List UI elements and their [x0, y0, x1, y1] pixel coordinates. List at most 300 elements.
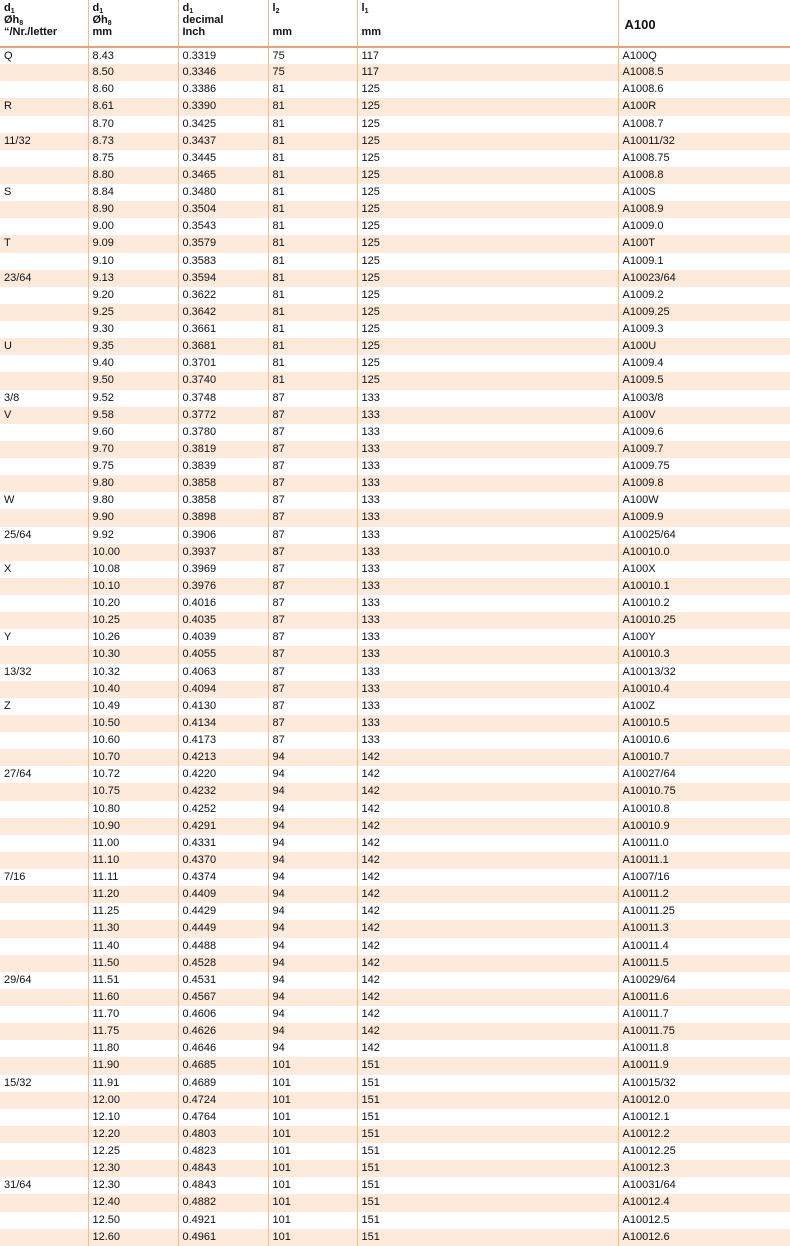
cell-diameter-mm: 9.13	[88, 270, 178, 287]
cell-overall-length: 151	[357, 1143, 618, 1160]
cell-diameter-mm: 12.60	[88, 1229, 178, 1246]
cell-diameter-inch: 0.3319	[178, 47, 268, 64]
table-row	[0, 407, 790, 424]
cell-diameter-mm: 10.80	[88, 801, 178, 818]
table-row	[0, 903, 790, 920]
cell-overall-length: 142	[357, 801, 618, 818]
cell-size-designation	[0, 681, 88, 698]
cell-article-number: A10029/64	[618, 972, 790, 989]
cell-article-number: A100Y	[618, 629, 790, 646]
cell-size-designation	[0, 1126, 88, 1143]
cell-diameter-inch: 0.3839	[178, 458, 268, 475]
table-row	[0, 133, 790, 150]
cell-flute-length: 81	[268, 355, 357, 372]
table-row	[0, 184, 790, 201]
table-row	[0, 167, 790, 184]
cell-diameter-mm: 11.51	[88, 972, 178, 989]
cell-flute-length: 81	[268, 287, 357, 304]
table-row	[0, 1023, 790, 1040]
table-row	[0, 458, 790, 475]
cell-flute-length: 101	[268, 1126, 357, 1143]
cell-flute-length: 87	[268, 595, 357, 612]
cell-diameter-mm: 12.10	[88, 1109, 178, 1126]
cell-size-designation	[0, 835, 88, 852]
table-row	[0, 492, 790, 509]
cell-article-number: A10010.5	[618, 715, 790, 732]
table-row	[0, 64, 790, 81]
header-diameter-mm: $d_1$ $Øh_8$ mm	[88, 0, 178, 47]
cell-diameter-mm: 11.75	[88, 1023, 178, 1040]
table-row	[0, 938, 790, 955]
cell-overall-length: 125	[357, 167, 618, 184]
table-header	[0, 0, 790, 47]
cell-diameter-mm: 12.25	[88, 1143, 178, 1160]
cell-flute-length: 94	[268, 972, 357, 989]
table-row	[0, 1160, 790, 1177]
cell-diameter-inch: 0.4291	[178, 818, 268, 835]
cell-article-number: A10012.2	[618, 1126, 790, 1143]
cell-size-designation	[0, 475, 88, 492]
cell-article-number: A1009.6	[618, 424, 790, 441]
cell-diameter-mm: 10.90	[88, 818, 178, 835]
cell-overall-length: 125	[357, 218, 618, 235]
header-flute-length: $l_2$ mm	[268, 0, 357, 47]
cell-size-designation: R	[4, 100, 12, 113]
cell-size-designation	[0, 801, 88, 818]
cell-article-number: A100T	[618, 235, 790, 252]
cell-article-number: A1009.25	[618, 304, 790, 321]
cell-overall-length: 142	[357, 749, 618, 766]
cell-flute-length: 101	[268, 1212, 357, 1229]
cell-diameter-inch: 0.3906	[178, 527, 268, 544]
cell-overall-length: 142	[357, 1023, 618, 1040]
cell-overall-length: 151	[357, 1194, 618, 1211]
cell-diameter-mm: 8.70	[88, 116, 178, 133]
cell-diameter-inch: 0.4232	[178, 783, 268, 800]
cell-article-number: A1007/16	[618, 869, 790, 886]
cell-overall-length: 125	[357, 133, 618, 150]
cell-diameter-mm: 11.10	[88, 852, 178, 869]
cell-flute-length: 94	[268, 869, 357, 886]
table-row	[0, 595, 790, 612]
cell-size-designation	[0, 578, 88, 595]
cell-diameter-inch: 0.4843	[178, 1160, 268, 1177]
cell-article-number: A10011.1	[618, 852, 790, 869]
table-row	[0, 441, 790, 458]
cell-diameter-inch: 0.3579	[178, 235, 268, 252]
cell-diameter-mm: 11.70	[88, 1006, 178, 1023]
cell-diameter-inch: 0.3976	[178, 578, 268, 595]
cell-size-designation: Z	[4, 699, 11, 712]
cell-overall-length: 133	[357, 612, 618, 629]
cell-article-number: A10010.3	[618, 646, 790, 663]
table-row	[0, 749, 790, 766]
cell-diameter-mm: 10.08	[88, 561, 178, 578]
cell-diameter-mm: 9.50	[88, 372, 178, 389]
cell-diameter-mm: 8.90	[88, 201, 178, 218]
table-row	[0, 81, 790, 98]
cell-diameter-inch: 0.4685	[178, 1057, 268, 1074]
table-row	[0, 955, 790, 972]
cell-overall-length: 133	[357, 458, 618, 475]
cell-overall-length: 133	[357, 441, 618, 458]
cell-diameter-inch: 0.4134	[178, 715, 268, 732]
cell-flute-length: 87	[268, 527, 357, 544]
cell-article-number: A10010.6	[618, 732, 790, 749]
cell-overall-length: 133	[357, 561, 618, 578]
cell-diameter-inch: 0.3594	[178, 270, 268, 287]
cell-overall-length: 133	[357, 698, 618, 715]
cell-article-number: A10010.0	[618, 544, 790, 561]
cell-size-designation	[0, 1023, 88, 1040]
cell-overall-length: 133	[357, 646, 618, 663]
cell-flute-length: 81	[268, 321, 357, 338]
cell-diameter-inch: 0.3772	[178, 407, 268, 424]
table-row	[0, 801, 790, 818]
cell-diameter-inch: 0.3480	[178, 184, 268, 201]
cell-overall-length: 133	[357, 595, 618, 612]
table-row	[0, 424, 790, 441]
cell-overall-length: 133	[357, 732, 618, 749]
table-row	[0, 561, 790, 578]
cell-overall-length: 117	[357, 47, 618, 64]
cell-diameter-inch: 0.4220	[178, 766, 268, 783]
cell-diameter-inch: 0.4626	[178, 1023, 268, 1040]
cell-diameter-mm: 9.52	[88, 390, 178, 407]
cell-size-designation	[0, 355, 88, 372]
cell-size-designation: T	[4, 237, 11, 250]
cell-size-designation: 23/64	[4, 271, 32, 284]
cell-diameter-inch: 0.4689	[178, 1075, 268, 1092]
cell-article-number: A10012.25	[618, 1143, 790, 1160]
cell-flute-length: 81	[268, 150, 357, 167]
table-row	[0, 304, 790, 321]
table-row	[0, 972, 790, 989]
cell-flute-length: 101	[268, 1229, 357, 1246]
cell-flute-length: 101	[268, 1177, 357, 1194]
table-row	[0, 338, 790, 355]
cell-flute-length: 87	[268, 424, 357, 441]
cell-article-number: A10010.8	[618, 801, 790, 818]
header-article-number: A100	[618, 0, 790, 47]
header-row	[0, 0, 790, 47]
cell-flute-length: 75	[268, 47, 357, 64]
cell-overall-length: 133	[357, 578, 618, 595]
table-row	[0, 1006, 790, 1023]
cell-article-number: A1009.4	[618, 355, 790, 372]
cell-diameter-inch: 0.3346	[178, 64, 268, 81]
cell-overall-length: 125	[357, 116, 618, 133]
table-row	[0, 47, 790, 64]
cell-diameter-mm: 12.50	[88, 1212, 178, 1229]
cell-size-designation	[0, 1040, 88, 1057]
cell-diameter-inch: 0.4094	[178, 681, 268, 698]
table-row	[0, 235, 790, 252]
cell-overall-length: 151	[357, 1109, 618, 1126]
cell-size-designation	[0, 1057, 88, 1074]
cell-diameter-mm: 11.60	[88, 989, 178, 1006]
cell-overall-length: 142	[357, 886, 618, 903]
cell-diameter-inch: 0.3622	[178, 287, 268, 304]
table-row	[0, 886, 790, 903]
cell-flute-length: 87	[268, 629, 357, 646]
table-row	[0, 1126, 790, 1143]
cell-size-designation	[0, 509, 88, 526]
cell-diameter-inch: 0.4803	[178, 1126, 268, 1143]
cell-diameter-mm: 10.30	[88, 646, 178, 663]
cell-article-number: A1009.7	[618, 441, 790, 458]
cell-overall-length: 133	[357, 475, 618, 492]
cell-size-designation: 11/32	[4, 134, 31, 147]
cell-flute-length: 87	[268, 407, 357, 424]
cell-overall-length: 125	[357, 235, 618, 252]
cell-article-number: A1008.9	[618, 201, 790, 218]
cell-overall-length: 142	[357, 818, 618, 835]
cell-diameter-inch: 0.3681	[178, 338, 268, 355]
cell-diameter-mm: 10.60	[88, 732, 178, 749]
cell-size-designation	[0, 852, 88, 869]
cell-size-designation: U	[4, 340, 12, 353]
cell-overall-length: 133	[357, 664, 618, 681]
cell-diameter-mm: 11.11	[88, 869, 178, 886]
header-diameter-size: $d_1$ $Øh_8$ “/Nr./letter	[0, 0, 88, 47]
cell-overall-length: 125	[357, 150, 618, 167]
cell-article-number: A1009.75	[618, 458, 790, 475]
cell-article-number: A10027/64	[618, 766, 790, 783]
table-row	[0, 783, 790, 800]
cell-article-number: A1009.2	[618, 287, 790, 304]
cell-overall-length: 142	[357, 852, 618, 869]
cell-article-number: A10012.4	[618, 1194, 790, 1211]
cell-article-number: A10011/32	[618, 133, 790, 150]
cell-diameter-mm: 10.32	[88, 664, 178, 681]
table-row	[0, 612, 790, 629]
cell-diameter-mm: 9.80	[88, 475, 178, 492]
cell-article-number: A10011.3	[618, 920, 790, 937]
cell-diameter-mm: 12.30	[88, 1177, 178, 1194]
cell-diameter-mm: 9.70	[88, 441, 178, 458]
table-row	[0, 852, 790, 869]
cell-article-number: A100X	[618, 561, 790, 578]
cell-overall-length: 133	[357, 544, 618, 561]
cell-article-number: A1009.8	[618, 475, 790, 492]
cell-diameter-inch: 0.4374	[178, 869, 268, 886]
table-row	[0, 372, 790, 389]
cell-flute-length: 94	[268, 938, 357, 955]
cell-size-designation	[0, 321, 88, 338]
cell-size-designation	[0, 1109, 88, 1126]
cell-size-designation	[0, 818, 88, 835]
table-row	[0, 509, 790, 526]
cell-flute-length: 101	[268, 1075, 357, 1092]
cell-diameter-mm: 11.91	[88, 1075, 178, 1092]
cell-size-designation: 27/64	[4, 768, 32, 781]
cell-flute-length: 81	[268, 372, 357, 389]
cell-overall-length: 142	[357, 766, 618, 783]
cell-diameter-inch: 0.4409	[178, 886, 268, 903]
cell-flute-length: 94	[268, 749, 357, 766]
cell-overall-length: 125	[357, 304, 618, 321]
cell-article-number: A1003/8	[618, 390, 790, 407]
cell-article-number: A100V	[618, 407, 790, 424]
cell-flute-length: 87	[268, 390, 357, 407]
cell-flute-length: 94	[268, 1006, 357, 1023]
table-row	[0, 715, 790, 732]
cell-article-number: A1008.5	[618, 64, 790, 81]
cell-diameter-inch: 0.4488	[178, 938, 268, 955]
cell-diameter-mm: 11.50	[88, 955, 178, 972]
cell-size-designation: 31/64	[4, 1179, 32, 1192]
cell-size-designation	[0, 920, 88, 937]
cell-article-number: A10010.2	[618, 595, 790, 612]
cell-size-designation: 25/64	[4, 528, 32, 541]
cell-overall-length: 142	[357, 989, 618, 1006]
cell-overall-length: 142	[357, 869, 618, 886]
cell-size-designation	[0, 64, 88, 81]
cell-diameter-inch: 0.4528	[178, 955, 268, 972]
cell-overall-length: 151	[357, 1057, 618, 1074]
cell-size-designation	[0, 1229, 88, 1246]
cell-flute-length: 81	[268, 270, 357, 287]
cell-diameter-inch: 0.3642	[178, 304, 268, 321]
cell-diameter-mm: 12.20	[88, 1126, 178, 1143]
cell-diameter-inch: 0.3437	[178, 133, 268, 150]
cell-article-number: A100W	[618, 492, 790, 509]
cell-diameter-inch: 0.4173	[178, 732, 268, 749]
table-row	[0, 1057, 790, 1074]
cell-article-number: A10010.1	[618, 578, 790, 595]
cell-diameter-mm: 10.49	[88, 698, 178, 715]
cell-diameter-mm: 9.10	[88, 253, 178, 270]
cell-size-designation	[0, 886, 88, 903]
table-row	[0, 664, 790, 681]
cell-size-designation	[0, 1212, 88, 1229]
cell-diameter-inch: 0.4764	[178, 1109, 268, 1126]
cell-diameter-mm: 9.92	[88, 527, 178, 544]
cell-flute-length: 81	[268, 201, 357, 218]
cell-article-number: A100Z	[618, 698, 790, 715]
table-row	[0, 869, 790, 886]
header-overall-length: $l_1$ mm	[357, 0, 618, 47]
cell-diameter-mm: 8.84	[88, 184, 178, 201]
cell-overall-length: 151	[357, 1126, 618, 1143]
cell-article-number: A10011.75	[618, 1023, 790, 1040]
cell-size-designation	[0, 253, 88, 270]
cell-overall-length: 133	[357, 509, 618, 526]
cell-flute-length: 87	[268, 458, 357, 475]
cell-flute-length: 94	[268, 783, 357, 800]
cell-diameter-mm: 9.00	[88, 218, 178, 235]
cell-diameter-mm: 10.00	[88, 544, 178, 561]
table-row	[0, 98, 790, 115]
cell-diameter-inch: 0.4331	[178, 835, 268, 852]
table-row	[0, 270, 790, 287]
cell-article-number: A100R	[618, 98, 790, 115]
table-row	[0, 390, 790, 407]
cell-article-number: A10010.25	[618, 612, 790, 629]
cell-overall-length: 133	[357, 629, 618, 646]
cell-diameter-mm: 11.80	[88, 1040, 178, 1057]
cell-article-number: A10031/64	[618, 1177, 790, 1194]
cell-article-number: A100S	[618, 184, 790, 201]
cell-flute-length: 87	[268, 715, 357, 732]
cell-flute-length: 94	[268, 1023, 357, 1040]
cell-diameter-mm: 12.40	[88, 1194, 178, 1211]
cell-flute-length: 101	[268, 1160, 357, 1177]
cell-flute-length: 87	[268, 441, 357, 458]
cell-diameter-mm: 10.26	[88, 629, 178, 646]
cell-size-designation	[0, 646, 88, 663]
cell-size-designation: 29/64	[4, 973, 32, 986]
cell-flute-length: 81	[268, 184, 357, 201]
cell-diameter-mm: 11.00	[88, 835, 178, 852]
cell-diameter-mm: 8.73	[88, 133, 178, 150]
cell-diameter-inch: 0.3386	[178, 81, 268, 98]
cell-flute-length: 87	[268, 578, 357, 595]
cell-article-number: A100Q	[618, 47, 790, 64]
cell-overall-length: 151	[357, 1160, 618, 1177]
cell-overall-length: 151	[357, 1177, 618, 1194]
cell-article-number: A10010.7	[618, 749, 790, 766]
cell-size-designation	[0, 938, 88, 955]
cell-diameter-inch: 0.4646	[178, 1040, 268, 1057]
cell-size-designation	[0, 201, 88, 218]
table-row	[0, 1177, 790, 1194]
cell-size-designation: 7/16	[4, 871, 26, 884]
cell-diameter-mm: 10.72	[88, 766, 178, 783]
table-row	[0, 201, 790, 218]
cell-overall-length: 142	[357, 972, 618, 989]
cell-diameter-inch: 0.4016	[178, 595, 268, 612]
cell-flute-length: 81	[268, 167, 357, 184]
cell-diameter-mm: 8.43	[88, 47, 178, 64]
cell-diameter-inch: 0.3543	[178, 218, 268, 235]
cell-diameter-inch: 0.3780	[178, 424, 268, 441]
cell-article-number: A10010.9	[618, 818, 790, 835]
cell-diameter-inch: 0.4531	[178, 972, 268, 989]
cell-flute-length: 94	[268, 955, 357, 972]
cell-overall-length: 117	[357, 64, 618, 81]
cell-article-number: A10011.4	[618, 938, 790, 955]
cell-diameter-mm: 9.20	[88, 287, 178, 304]
cell-diameter-inch: 0.3937	[178, 544, 268, 561]
cell-overall-length: 142	[357, 920, 618, 937]
cell-flute-length: 87	[268, 544, 357, 561]
cell-article-number: A1009.1	[618, 253, 790, 270]
cell-diameter-inch: 0.3819	[178, 441, 268, 458]
cell-article-number: A10012.0	[618, 1092, 790, 1109]
table-row	[0, 989, 790, 1006]
cell-diameter-mm: 11.25	[88, 903, 178, 920]
cell-size-designation	[0, 287, 88, 304]
cell-overall-length: 142	[357, 938, 618, 955]
cell-size-designation	[0, 372, 88, 389]
cell-diameter-mm: 11.30	[88, 920, 178, 937]
cell-flute-length: 94	[268, 920, 357, 937]
cell-size-designation: 3/8	[4, 391, 20, 404]
cell-size-designation	[0, 989, 88, 1006]
cell-size-designation	[0, 749, 88, 766]
cell-overall-length: 125	[357, 355, 618, 372]
table-row	[0, 1109, 790, 1126]
cell-article-number: A10010.4	[618, 681, 790, 698]
cell-overall-length: 125	[357, 287, 618, 304]
cell-diameter-inch: 0.4882	[178, 1194, 268, 1211]
cell-flute-length: 81	[268, 338, 357, 355]
cell-flute-length: 81	[268, 253, 357, 270]
cell-overall-length: 125	[357, 253, 618, 270]
table-row	[0, 253, 790, 270]
